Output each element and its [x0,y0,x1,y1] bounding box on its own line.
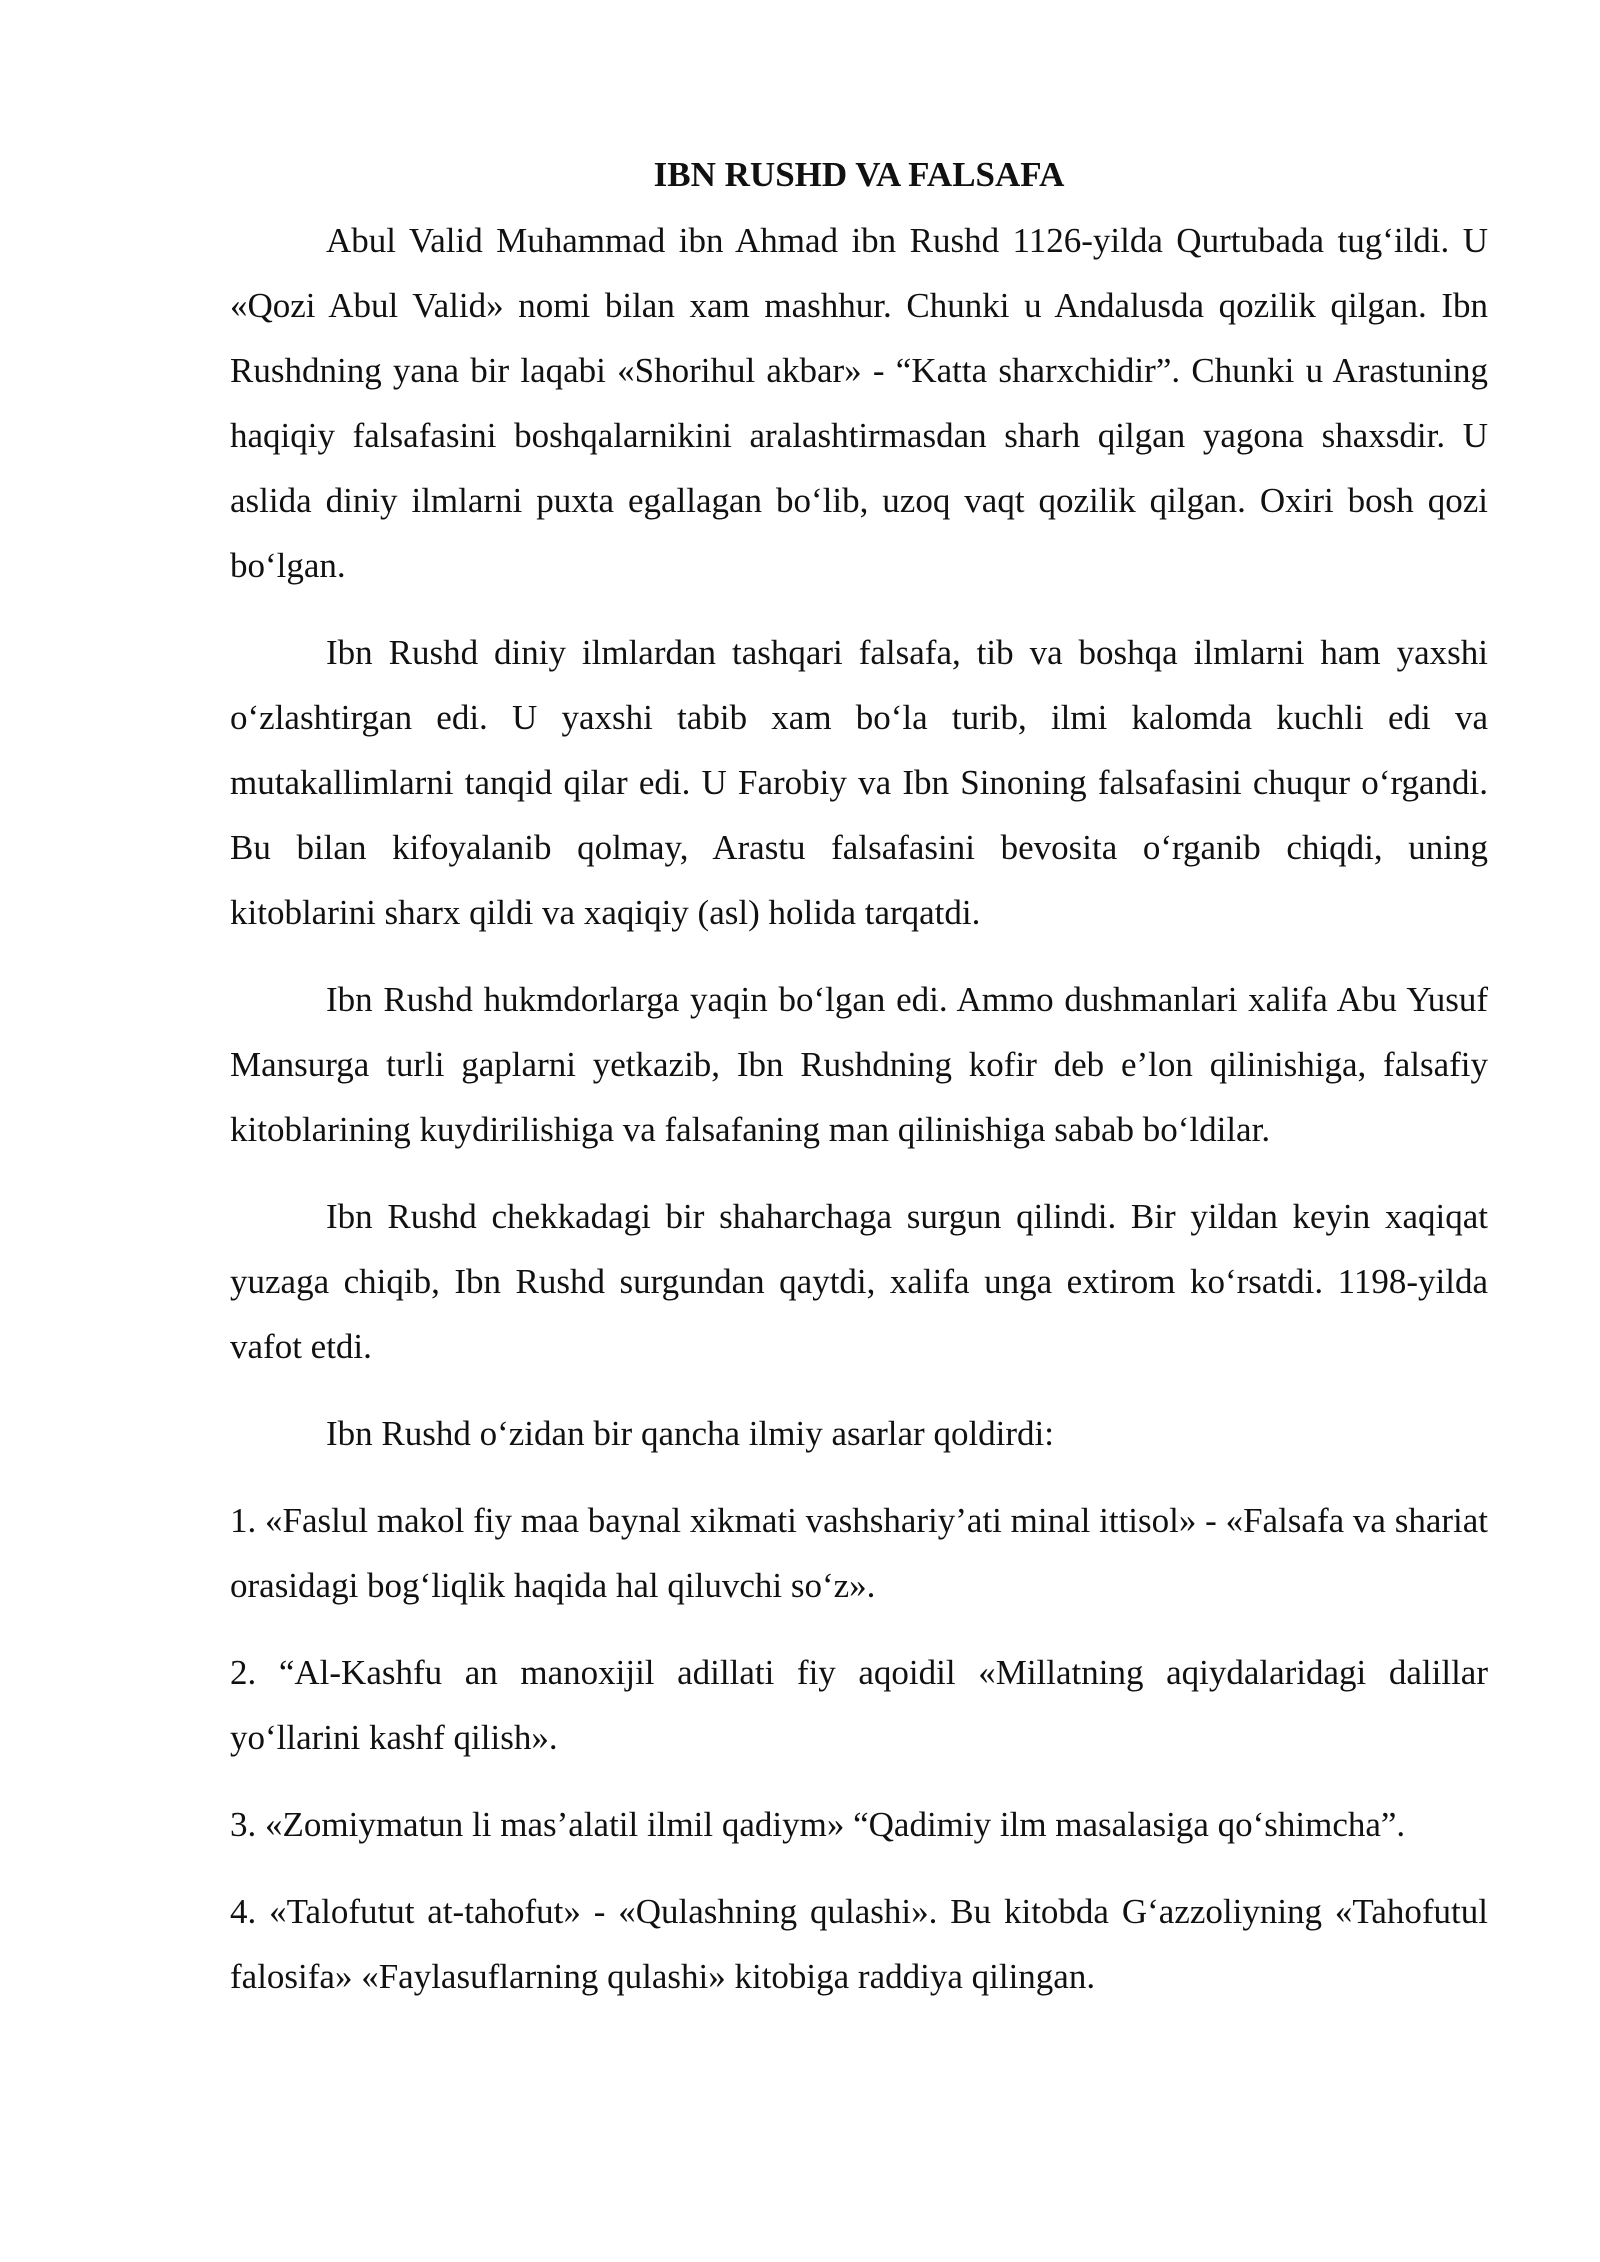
paragraph-enemies: Ibn Rushd hukmdorlarga yaqin bo‘lgan edi. Ammo dushmanlari xalifa Abu Yusuf Mansurga turli gaplarni yetkazib, Ibn Rushdning kofir deb e’lon qilinishiga, falsafiy kitoblarining kuydirilishiga va falsafaning man qilinishiga sabab bo‘ldilar. [230,980,1488,1149]
paragraph-biography: Abul Valid Muhammad ibn Ahmad ibn Rushd 1126-yilda Qurtubada tug‘ildi. U «Qozi Abul Valid» nomi bilan xam mashhur. Chunki u Andalusda qozilik qilgan. Ibn Rushdning yana bir laqabi «Shorihul akbar» - “Katta sharxchidir”. Chunki u Arastuning haqiqiy falsafasini boshqalarnikini aralashtirmasdan sharh qilgan yagona shaxsdir. U aslida diniy ilmlarni puxta egallagan bo‘lib, uzoq vaqt qozilik qilgan. Oxiri bosh qozi bo‘lgan. [230,221,1488,585]
list-item-work-2: 2. “Al-Kashfu an manoxijil adillati fiy aqoidil «Millatning aqiydalaridagi dalillar yo‘llarini kashf qilish». [230,1653,1488,1757]
document-page [230,150,1488,2031]
list-item-work-4: 4. «Talofutut at-tahofut» - «Qulashning qulashi». Bu kitobda G‘azzoliyning «Tahofutul falosifa» «Faylasuflarning qulashi» kitobiga raddiya qilingan. [230,1892,1488,1996]
paragraph-education: Ibn Rushd diniy ilmlardan tashqari falsafa, tib va boshqa ilmlarni ham yaxshi o‘zlashtirgan edi. U yaxshi tabib xam bo‘la turib, ilmi kalomda kuchli edi va mutakallimlarni tanqid qilar edi. U Farobiy va Ibn Sinoning falsafasini chuqur o‘rgandi. Bu bilan kifoyalanib qolmay, Arastu falsafasini bevosita o‘rganib chiqdi, uning kitoblarini sharx qildi va xaqiqiy (asl) holida tarqatdi. [230,633,1488,932]
list-item-work-1: 1. «Faslul makol fiy maa baynal xikmati vashshariy’ati minal ittisol» - «Falsafa va shariat orasidagi bog‘liqlik haqida hal qiluvchi so‘z». [230,1501,1488,1605]
paragraph-works-intro: Ibn Rushd o‘zidan bir qancha ilmiy asarlar qoldirdi: [326,1414,1055,1453]
document-title: IBN RUSHD VA FALSAFA [653,155,1065,194]
paragraph-exile: Ibn Rushd chekkadagi bir shaharchaga surgun qilindi. Bir yildan keyin xaqiqat yuzaga chiqib, Ibn Rushd surgundan qaytdi, xalifa unga extirom ko‘rsatdi. 1198-yilda vafot etdi. [230,1197,1488,1366]
list-item-work-3: 3. «Zomiymatun li mas’alatil ilmil qadiym» “Qadimiy ilm masalasiga qo‘shimcha”. [230,1805,1406,1844]
